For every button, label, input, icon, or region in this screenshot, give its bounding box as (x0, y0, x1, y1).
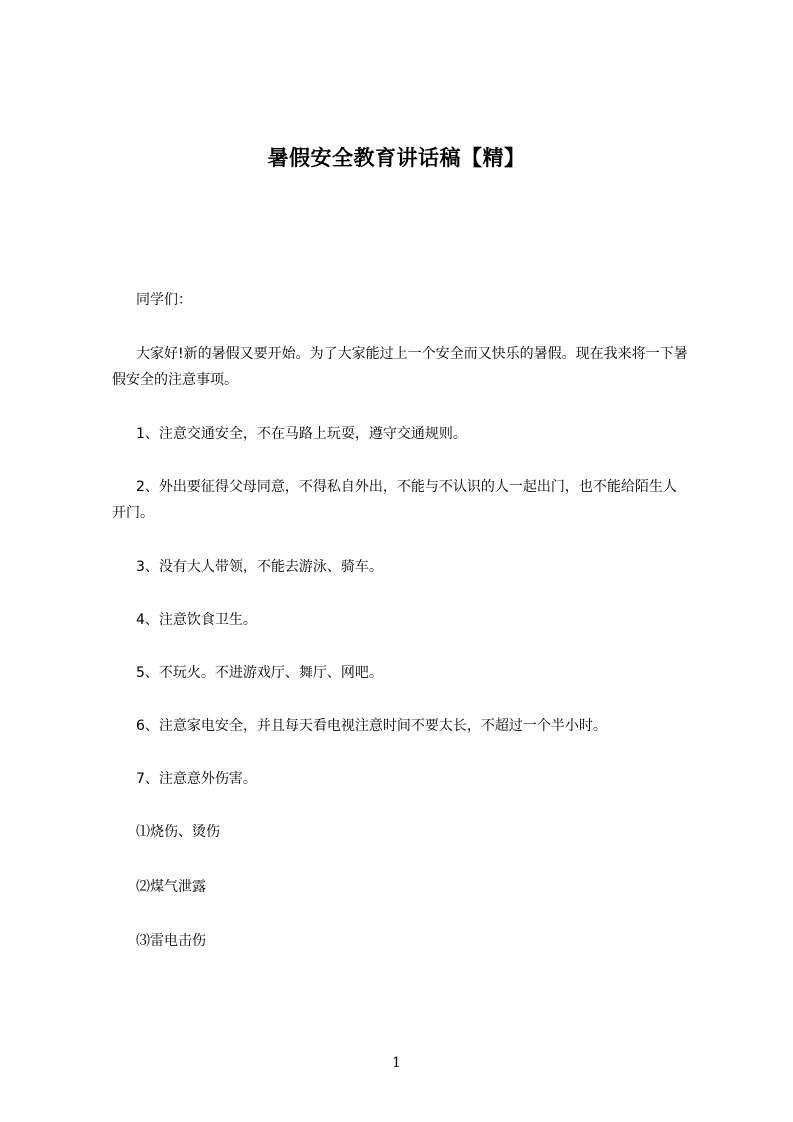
rule-paragraph-2: 2、外出要征得父母同意，不得私自外出，不能与不认识的人一起出门，也不能给陌生人开门。 (112, 479, 677, 521)
sub-item-2: ⑵煤气泄露 (136, 879, 206, 895)
rule-paragraph-5: 5、不玩火。不进游戏厅、舞厅、网吧。 (136, 665, 383, 681)
rule-paragraph-1: 1、注意交通安全，不在马路上玩耍，遵守交通规则。 (136, 426, 467, 442)
sub-item-1: ⑴烧伤、烫伤 (136, 824, 220, 840)
intro-paragraph: 大家好!新的暑假又要开始。为了大家能过上一个安全而又快乐的暑假。现在我来将一下暑假安全的注意事项。 (112, 346, 688, 388)
greeting-paragraph: 同学们： (136, 292, 192, 308)
rule-paragraph-6: 6、注意家电安全，并且每天看电视注意时间不要太长，不超过一个半小时。 (136, 718, 607, 734)
rule-paragraph-7: 7、注意意外伤害。 (136, 771, 257, 787)
rule-paragraph-3: 3、没有大人带领，不能去游泳、骑车。 (136, 559, 383, 575)
page-number: 1 (392, 1055, 401, 1071)
rule-paragraph-4: 4、注意饮食卫生。 (136, 612, 257, 628)
sub-item-3: ⑶雷电击伤 (136, 933, 206, 949)
document-title: 暑假安全教育讲话稿【精】 (267, 146, 526, 170)
